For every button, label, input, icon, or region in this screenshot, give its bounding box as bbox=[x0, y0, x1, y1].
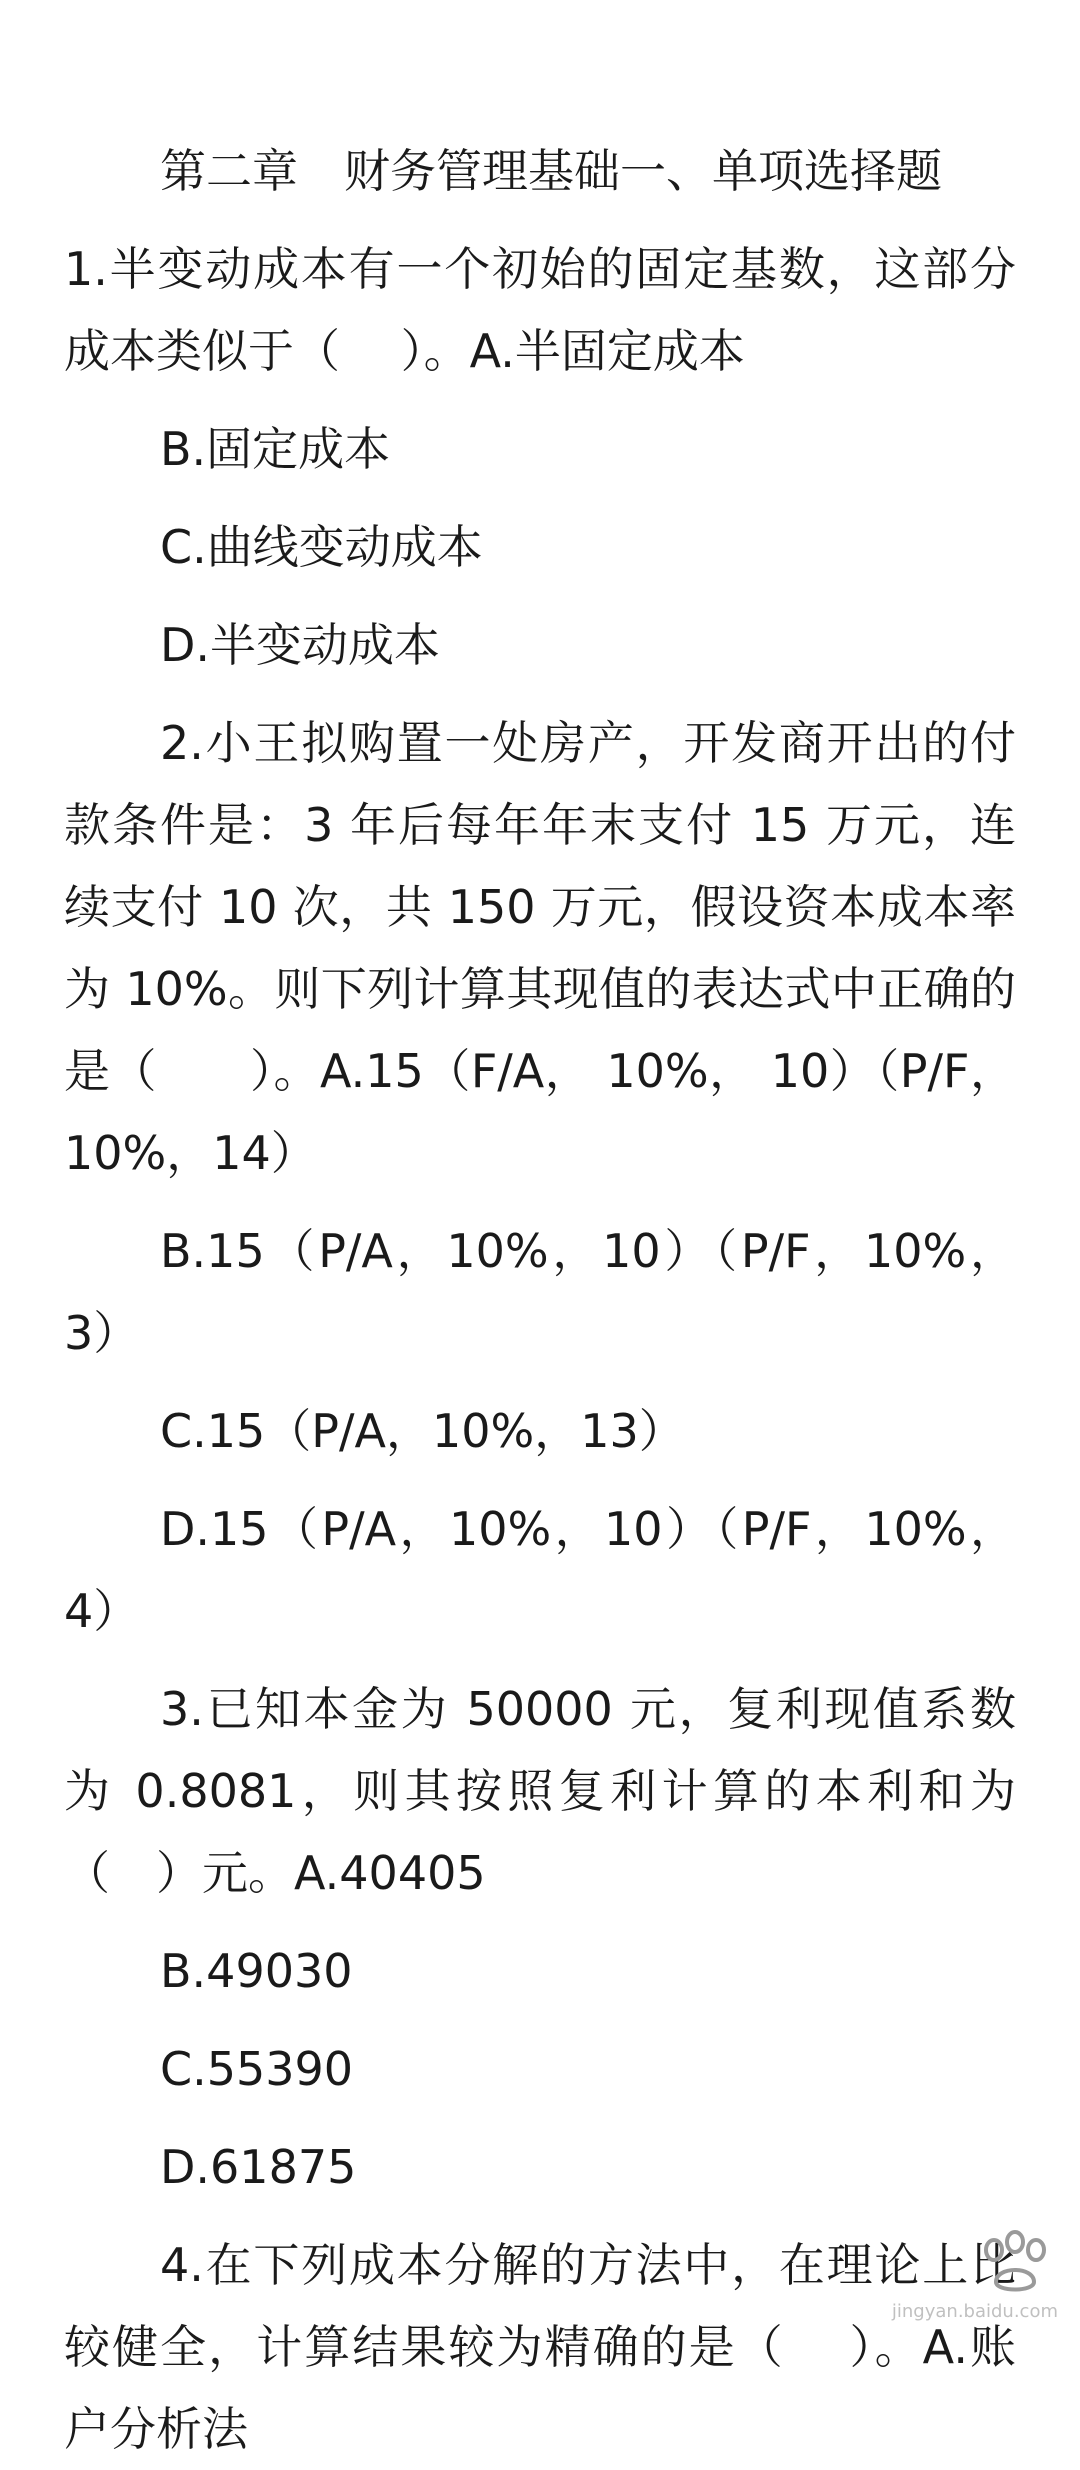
answer-option: B.固定成本 bbox=[160, 422, 391, 476]
question-text: 1.半变动成本有一个初始的固定基数，这部分成本类似于（ ）。A.半固定成本 bbox=[64, 242, 1016, 378]
baidu-jingyan-watermark bbox=[892, 2228, 1058, 2322]
document-body bbox=[64, 130, 1016, 2470]
answer-option: C.15（P/A，10%，13） bbox=[160, 1404, 685, 1458]
question-text: 2.小王拟购置一处房产，开发商开出的付款条件是：3 年后每年年末支付 15 万元，连续支付 10 次，共 150 万元，假设资本成本率为 10%。则下列计算其现值的表达式中正确的 是（ ）。A.15（F/A， 10%， 10）（P/F，10%，14） bbox=[64, 716, 1016, 1180]
answer-option: B.49030 bbox=[160, 1944, 353, 1998]
question-text: B.15（P/A，10%，10）（P/F，10%，3） bbox=[64, 1224, 1016, 1360]
answer-option: C.55390 bbox=[160, 2042, 354, 2096]
answer-option: D.61875 bbox=[160, 2140, 357, 2194]
paw-logo-icon bbox=[972, 2228, 1058, 2298]
question-list bbox=[64, 228, 1016, 2470]
answer-option: D.半变动成本 bbox=[160, 618, 441, 672]
watermark-url: jingyan.baidu.com bbox=[891, 2301, 1058, 2322]
answer-option: C.曲线变动成本 bbox=[160, 520, 483, 574]
chapter-heading: 第二章 财务管理基础一、单项选择题 bbox=[160, 144, 942, 198]
question-text: 4.在下列成本分解的方法中，在理论上比较健全，计算结果较为精确的是（ ）。A.账户分析法 bbox=[64, 2238, 1016, 2456]
question-text: 3.已知本金为 50000 元，复利现值系数为 0.8081，则其按照复利计算的本利和为（ ）元。A.40405 bbox=[64, 1682, 1016, 1900]
question-text: D.15（P/A，10%，10）（P/F，10%，4） bbox=[64, 1502, 1016, 1638]
